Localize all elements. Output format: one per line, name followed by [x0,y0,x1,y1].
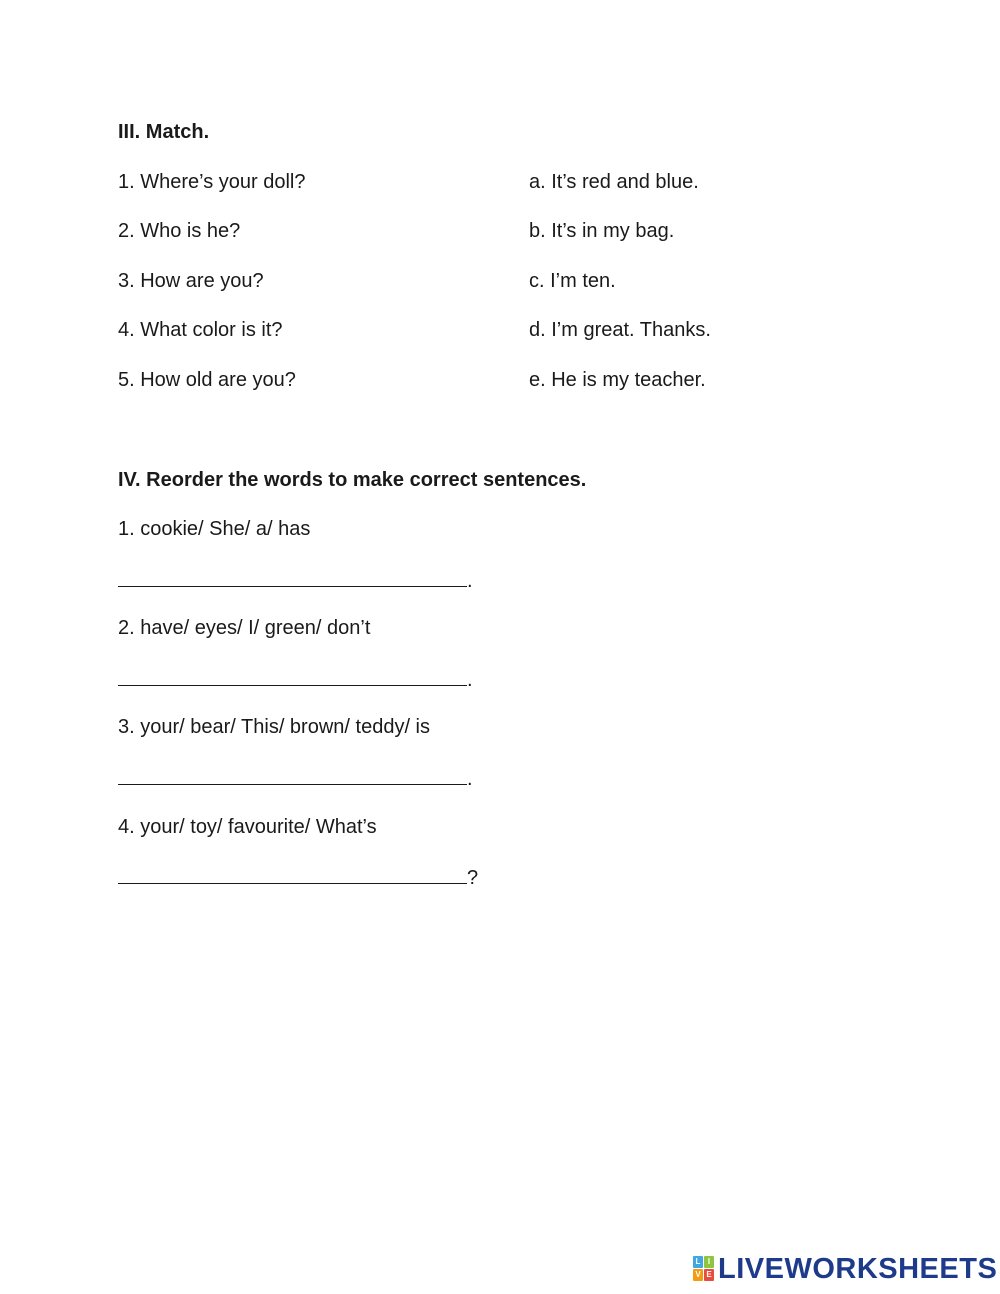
match-answer-e: e. He is my teacher. [529,369,706,391]
liveworksheets-logo-icon: L I V E [693,1256,715,1282]
logo-text: LIVEWORKSHEETS [718,1253,998,1285]
match-answer-d: d. I’m great. Thanks. [529,319,711,341]
answer-blank[interactable] [118,765,467,785]
liveworksheets-logo [693,1252,997,1286]
reorder-prompt-4: 4. your/ toy/ favourite/ What’s [118,816,377,838]
answer-end-mark: ? [467,867,479,889]
match-question-3: 3. How are you? [118,270,264,292]
match-answer-c: c. I’m ten. [529,270,616,292]
match-question-1: 1. Where’s your doll? [118,171,306,193]
reorder-answer-1[interactable] [118,567,473,593]
reorder-answer-3[interactable] [118,765,473,791]
match-answer-b: b. It’s in my bag. [529,220,675,242]
reorder-prompt-1: 1. cookie/ She/ a/ has [118,518,311,540]
answer-blank[interactable] [118,864,467,884]
section-4-title: IV. Reorder the words to make correct sentences. [118,469,587,491]
reorder-prompt-3: 3. your/ bear/ This/ brown/ teddy/ is [118,716,431,738]
answer-blank[interactable] [118,666,467,686]
reorder-answer-2[interactable] [118,666,473,692]
reorder-prompt-2: 2. have/ eyes/ I/ green/ don’t [118,617,371,639]
answer-end-mark: . [467,669,473,691]
reorder-answer-4[interactable] [118,864,478,890]
match-answer-a: a. It’s red and blue. [529,171,699,193]
match-question-4: 4. What color is it? [118,319,283,341]
answer-end-mark: . [467,570,473,592]
match-question-2: 2. Who is he? [118,220,241,242]
section-3-title: III. Match. [118,121,210,143]
match-question-5: 5. How old are you? [118,369,296,391]
answer-blank[interactable] [118,567,467,587]
answer-end-mark: . [467,768,473,790]
